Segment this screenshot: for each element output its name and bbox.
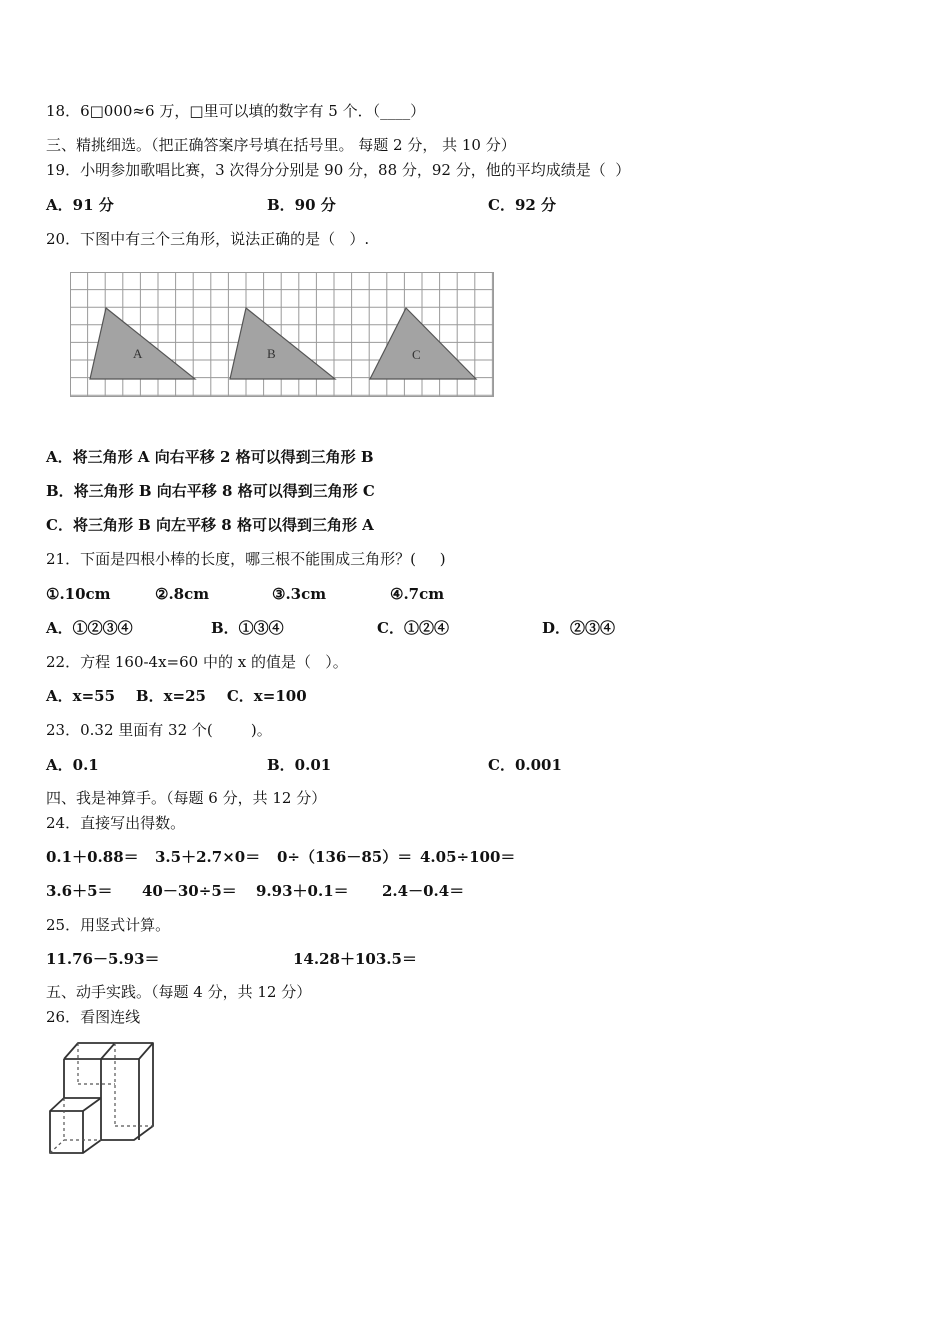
- calc-2-1: 3.6＋5＝: [46, 882, 113, 900]
- stick-1: ①.10cm: [46, 585, 111, 603]
- stick-3: ③.3cm: [272, 585, 327, 603]
- q21-option-b: B．①③④: [211, 619, 284, 637]
- q23-option-c: C．0.001: [488, 756, 562, 774]
- question-22-stem: 22．方程 160-4x=60 中的 x 的值是（ ）。: [46, 653, 348, 671]
- calc-1-1: 0.1＋0.88＝: [46, 848, 139, 866]
- q19-option-c: C．92 分: [488, 196, 557, 214]
- calc-1-4: 4.05÷100＝: [420, 848, 516, 866]
- stick-2: ②.8cm: [155, 585, 210, 603]
- question-18: 18．6□000≈6 万，□里可以填的数字有 5 个．（____）: [46, 102, 426, 120]
- question-21-stem: 21．下面是四根小棒的长度，哪三根不能围成三角形？( ): [46, 550, 446, 568]
- q20-option-c: C．将三角形 B 向左平移 8 格可以得到三角形 A: [46, 516, 374, 534]
- triangle-grid-figure: [70, 272, 495, 398]
- q21-option-c: C．①②④: [377, 619, 449, 637]
- q23-option-b: B．0.01: [267, 756, 332, 774]
- q19-option-b: B．90 分: [267, 196, 336, 214]
- question-25-stem: 25．用竖式计算。: [46, 916, 171, 934]
- question-23-stem: 23．0.32 里面有 32 个( )。: [46, 721, 272, 739]
- question-20-stem: 20．下图中有三个三角形，说法正确的是（ ）.: [46, 230, 370, 248]
- triangle-c-label: C: [412, 347, 421, 362]
- q22-options: A．x=55 B．x=25 C．x=100: [46, 687, 307, 705]
- vertical-calc-1: 11.76－5.93＝: [46, 950, 160, 968]
- q19-option-a: A．91 分: [46, 196, 114, 214]
- question-19-stem: 19．小明参加歌唱比赛，3 次得分分别是 90 分，88 分，92 分，他的平均成绩是（ ）: [46, 161, 631, 179]
- section-5-heading: 五、动手实践。（每题 4 分，共 12 分）: [46, 983, 312, 1001]
- question-24-stem: 24．直接写出得数。: [46, 814, 186, 832]
- vertical-calc-2: 14.28＋103.5＝: [293, 950, 417, 968]
- section-3-heading: 三、精挑细选。（把正确答案序号填在括号里。 每题 2 分， 共 10 分）: [46, 136, 516, 154]
- q20-option-a: A．将三角形 A 向右平移 2 格可以得到三角形 B: [46, 448, 374, 466]
- section-4-heading: 四、我是神算手。（每题 6 分，共 12 分）: [46, 789, 327, 807]
- cube-stack-figure: [46, 1040, 156, 1158]
- calc-2-2: 40－30÷5＝: [142, 882, 237, 900]
- calc-2-4: 2.4－0.4＝: [382, 882, 465, 900]
- q21-option-d: D．②③④: [542, 619, 616, 637]
- calc-2-3: 9.93＋0.1＝: [256, 882, 349, 900]
- q21-option-a: A．①②③④: [46, 619, 133, 637]
- question-26-stem: 26．看图连线: [46, 1008, 141, 1026]
- triangle-b-label: B: [267, 346, 276, 361]
- triangle-c: [370, 308, 476, 379]
- stick-4: ④.7cm: [390, 585, 445, 603]
- triangle-b: [230, 308, 335, 379]
- triangle-a: [90, 308, 195, 379]
- triangle-a-label: A: [133, 346, 143, 361]
- q20-option-b: B．将三角形 B 向右平移 8 格可以得到三角形 C: [46, 482, 375, 500]
- calc-1-2: 3.5＋2.7×0＝: [155, 848, 261, 866]
- q23-option-a: A．0.1: [46, 756, 99, 774]
- calc-1-3: 0÷（136－85）＝: [277, 848, 413, 866]
